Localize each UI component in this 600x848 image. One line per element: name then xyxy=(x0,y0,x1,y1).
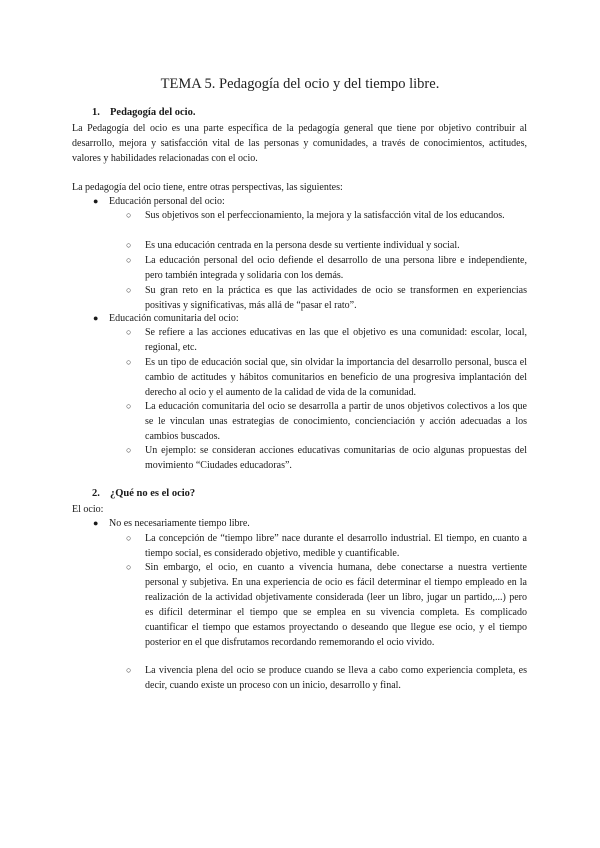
community-item-2: Es un tipo de educación social que, sin olvidar la importancia del desarrollo personal, busca el cambio de actitudes y hábitos comunitarios en beneficio de una progresiva implantación del derecho al ocio y el aumento de la calidad de vida de la comunidad. xyxy=(145,357,527,398)
circle-bullet-icon: ○ xyxy=(126,665,132,675)
list-item xyxy=(126,325,527,355)
personal-item-1: Sus objetivos son el perfeccionamiento, la mejora y la satisfacción vital de los educandos. xyxy=(145,210,505,221)
section-2-title: ¿Qué no es el ocio? xyxy=(110,488,196,499)
list-item xyxy=(126,531,527,561)
circle-bullet-icon: ○ xyxy=(126,255,132,265)
community-item-3: La educación comunitaria del ocio se desarrolla a partir de unos objetivos colectivos a los que se le vinculan unas estrategias de conocimiento, concienciación y acción adecuadas a los cambios buscados. xyxy=(145,401,527,442)
list-item xyxy=(126,443,527,473)
page-title: TEMA 5. Pedagogía del ocio y del tiempo libre. xyxy=(160,76,440,92)
not-free-time-label: No es necesariamente tiempo libre. xyxy=(109,518,250,529)
list-item xyxy=(126,355,527,400)
section-1-intro: La Pedagogía del ocio es una parte específica de la pedagogía general que tiene por objetivo contribuir al desarrollo, mejora y satisfacción vital de las personas y comunidades, a través de conocimientos, actitudes, valores y habilidades relacionadas con el ocio. xyxy=(72,123,527,164)
leisure-item-1: La concepción de “tiempo libre” nace durante el desarrollo industrial. El tiempo, en cuanto a tiempo social, es considerado objetivo, medible y cuantificable. xyxy=(145,533,527,559)
circle-bullet-icon: ○ xyxy=(126,445,132,455)
personal-education-label: Educación personal del ocio: xyxy=(109,196,225,207)
list-item xyxy=(126,208,527,223)
personal-item-2: Es una educación centrada en la persona desde su vertiente individual y social. xyxy=(145,240,460,251)
list-item xyxy=(126,238,527,253)
list-item xyxy=(126,399,527,444)
circle-bullet-icon: ○ xyxy=(126,401,132,411)
section-1-title: Pedagogía del ocio. xyxy=(110,107,196,118)
list-item xyxy=(126,560,527,650)
leisure-item-3: La vivencia plena del ocio se produce cuando se lleva a cabo como experiencia completa, es decir, cuando existe un proceso con un inicio, desarrollo y final. xyxy=(145,665,527,691)
circle-bullet-icon: ○ xyxy=(126,327,132,337)
community-item-4: Un ejemplo: se consideran acciones educativas comunitarias de ocio algunas propuestas del movimiento “Ciudades educadoras”. xyxy=(145,445,527,471)
section-1-lead: La pedagogía del ocio tiene, entre otras perspectivas, las siguientes: xyxy=(72,182,343,193)
bullet-icon: ● xyxy=(93,313,99,323)
list-item xyxy=(126,283,527,313)
section-2-heading xyxy=(92,488,195,499)
circle-bullet-icon: ○ xyxy=(126,210,132,220)
list-item xyxy=(126,663,527,693)
community-item-1: Se refiere a las acciones educativas en las que el objetivo es una comunidad: escolar, local, regional, etc. xyxy=(145,327,527,353)
community-education-label: Educación comunitaria del ocio: xyxy=(109,313,239,324)
section-2-lead: El ocio: xyxy=(72,504,104,515)
circle-bullet-icon: ○ xyxy=(126,240,132,250)
list-item xyxy=(126,253,527,283)
section-1-heading xyxy=(92,107,195,118)
circle-bullet-icon: ○ xyxy=(126,357,132,367)
section-2-number: 2. xyxy=(92,488,100,499)
section-1-number: 1. xyxy=(92,107,100,118)
bullet-icon: ● xyxy=(93,518,99,528)
bullet-icon: ● xyxy=(93,196,99,206)
personal-item-3: La educación personal del ocio defiende el desarrollo de una persona libre e independiente, pero también integrada y solidaria con los demás. xyxy=(145,255,527,281)
circle-bullet-icon: ○ xyxy=(126,285,132,295)
circle-bullet-icon: ○ xyxy=(126,562,132,572)
leisure-item-2: Sin embargo, el ocio, en cuanto a vivencia humana, debe conectarse a nuestra vertiente personal y subjetiva. En una experiencia de ocio es fácil determinar el tiempo empleado en la realización de la actividad objetivamente considerada (leer un libro, jugar un partido,...) pero es difícil determinar el tiempo que se emplea en su vivencia completa. Es complicado cuantificar el tiempo que estamos proyectando o deseando que llegue ese ocio, y el tiempo posterior en el que disfrutamos recordando rememorando el ocio vivido. xyxy=(145,562,527,648)
personal-item-4: Su gran reto en la práctica es que las actividades de ocio se transformen en experiencias positivas y significativas, más allá de “pasar el rato”. xyxy=(145,285,527,311)
circle-bullet-icon: ○ xyxy=(126,533,132,543)
